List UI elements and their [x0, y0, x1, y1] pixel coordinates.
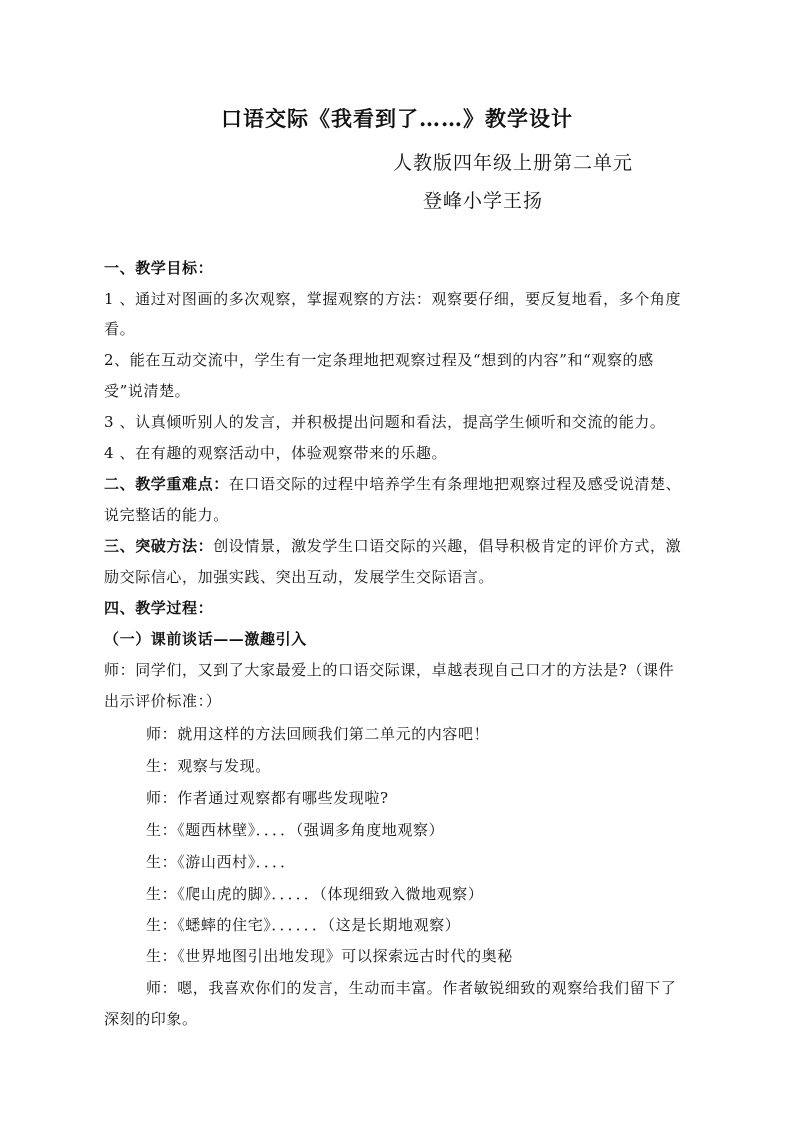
objective-2-line-2: 受”说清楚。	[104, 382, 191, 400]
key-points-label: 二、教学重难点：	[104, 475, 229, 493]
document-title: 口语交际《我看到了……》教学设计	[221, 106, 573, 131]
key-points-text: 在口语交际的过程中培养学生有条理地把观察过程及感受说清楚、	[228, 475, 682, 493]
objective-4: 4 、在有趣的观察活动中，体验观察带来的乐趣。	[104, 444, 448, 462]
dialogue-line: 生：《游山西村》．．．．	[146, 853, 296, 871]
dialogue-line: 生：《爬山虎的脚》．．．．．（体现细致入微地观察）	[146, 885, 484, 903]
dialogue-line: 生：观察与发现。	[146, 757, 271, 775]
objective-1-line-1: 1 、通过对图画的多次观察，掌握观察的方法：观察要仔细，要反复地看，多个角度	[104, 290, 682, 308]
dialogue-line: 师：就用这样的方法回顾我们第二单元的内容吧！	[146, 725, 490, 743]
methods-line-2: 励交际信心，加强实践、突出互动，发展学生交际语言。	[104, 568, 495, 586]
dialogue-line: 师：嗯，我喜欢你们的发言，生动而丰富。作者敏锐细致的观察给我们留下了	[146, 979, 677, 997]
objective-2-line-1: 2、能在互动交流中，学生有一定条理地把观察过程及“想到的内容”和“观察的感	[104, 351, 654, 369]
process-heading: 四、教学过程：	[104, 599, 214, 617]
methods-label: 三、突破方法：	[104, 537, 214, 555]
dialogue-line: 生：《题西林壁》．．．．（强调多角度地观察）	[146, 821, 445, 839]
methods-text: 创设情景，激发学生口语交际的兴趣，倡导积极肯定的评价方式，激	[213, 537, 682, 555]
author-subtitle: 登峰小学王扬	[423, 190, 544, 212]
objective-3: 3 、认真倾听别人的发言，并积极提出问题和看法，提高学生倾听和交流的能力。	[104, 413, 666, 431]
methods-line-1	[104, 535, 681, 557]
key-points-line-2: 说完整话的能力。	[104, 506, 229, 524]
dialogue-line: 师：作者通过观察都有哪些发现啦?	[146, 789, 389, 807]
edition-subtitle: 人教版四年级上册第二单元	[393, 152, 634, 174]
process-paragraph-1-line-2: 出示评价标准：）	[104, 692, 222, 710]
objectives-heading: 一、教学目标：	[104, 259, 214, 277]
section-1-heading: （一）课前谈话——激趣引入	[104, 630, 307, 648]
dialogue-line-continuation: 深刻的印象。	[104, 1010, 198, 1028]
objective-1-line-2: 看。	[104, 320, 136, 338]
key-points-line-1	[104, 473, 681, 495]
process-paragraph-1-line-1: 师：同学们，又到了大家最爱上的口语交际课，卓越表现自己口才的方法是?（课件	[104, 661, 675, 679]
dialogue-line: 生：《蟋蟀的住宅》．．．．．．（这是长期地观察）	[146, 916, 461, 934]
dialogue-line: 生：《世界地图引出地发现》可以探索远古时代的奥秘	[146, 947, 513, 965]
